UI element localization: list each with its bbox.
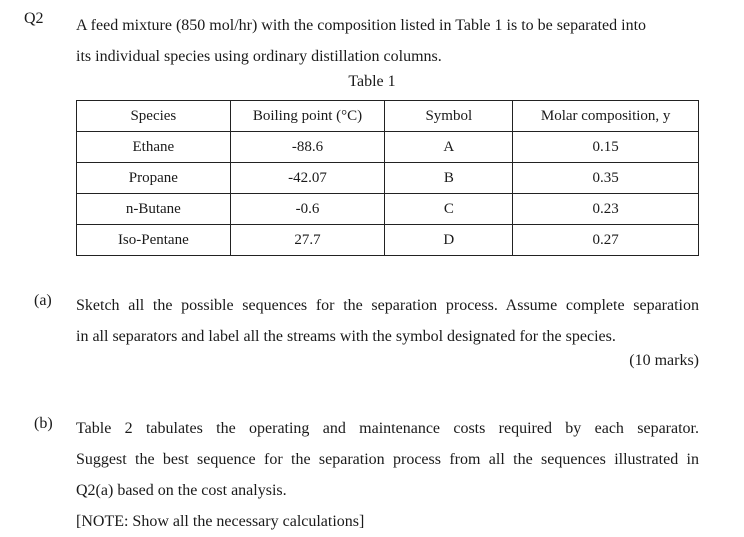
table-row <box>77 194 699 225</box>
cell-composition: 0.27 <box>513 225 699 256</box>
header-species: Species <box>77 101 231 132</box>
cell-symbol: C <box>385 194 513 225</box>
table-caption: Table 1 <box>348 73 396 90</box>
cell-composition: 0.15 <box>513 132 699 163</box>
cell-species: n-Butane <box>77 194 231 225</box>
table-header-row <box>77 101 699 132</box>
cell-symbol: B <box>385 163 513 194</box>
cell-boiling-point: -88.6 <box>230 132 385 163</box>
cell-species: Iso-Pentane <box>77 225 231 256</box>
cell-symbol: D <box>385 225 513 256</box>
part-b-line-3: Q2(a) based on the cost analysis. <box>76 482 287 499</box>
part-b-line-2: Suggest the best sequence for the separation process from all the sequences illustrated in <box>76 451 699 468</box>
part-a-text <box>76 290 699 352</box>
species-table <box>76 100 699 256</box>
header-symbol: Symbol <box>385 101 513 132</box>
cell-symbol: A <box>385 132 513 163</box>
question-number: Q2 <box>24 10 44 27</box>
cell-composition: 0.23 <box>513 194 699 225</box>
part-b-line-1: Table 2 tabulates the operating and maintenance costs required by each separator. <box>76 420 699 437</box>
question-intro <box>76 10 646 72</box>
part-a-marks: (10 marks) <box>629 352 699 369</box>
part-a-line-1: Sketch all the possible sequences for the separation process. Assume complete separation <box>76 297 699 314</box>
cell-species: Propane <box>77 163 231 194</box>
table-row <box>77 225 699 256</box>
part-b-text <box>76 413 699 537</box>
part-b-note: [NOTE: Show all the necessary calculations] <box>76 513 365 530</box>
table-row <box>77 132 699 163</box>
cell-boiling-point: 27.7 <box>230 225 385 256</box>
header-boiling-point: Boiling point (°C) <box>230 101 385 132</box>
table-row <box>77 163 699 194</box>
cell-composition: 0.35 <box>513 163 699 194</box>
cell-species: Ethane <box>77 132 231 163</box>
intro-line-1: A feed mixture (850 mol/hr) with the composition listed in Table 1 is to be separated into <box>76 17 647 34</box>
part-a-line-2: in all separators and label all the streams with the symbol designated for the species. <box>76 328 616 345</box>
intro-line-2: its individual species using ordinary distillation columns. <box>76 48 442 65</box>
part-b-label: (b) <box>34 415 53 432</box>
header-molar-composition: Molar composition, y <box>513 101 699 132</box>
cell-boiling-point: -0.6 <box>230 194 385 225</box>
part-a-label: (a) <box>34 292 52 309</box>
cell-boiling-point: -42.07 <box>230 163 385 194</box>
